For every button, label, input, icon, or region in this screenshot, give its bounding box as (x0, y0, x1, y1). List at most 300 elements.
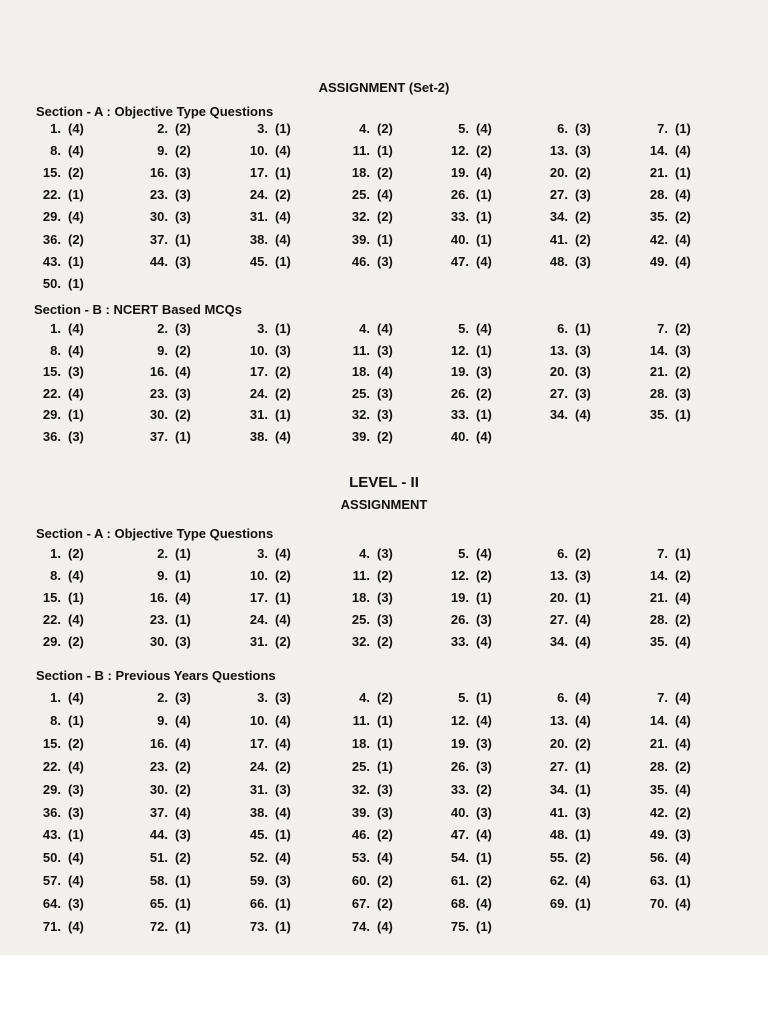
question-number: 46. (351, 253, 370, 269)
question-number: 11. (352, 342, 370, 358)
question-number: 36. (42, 804, 61, 820)
question-number: 45. (249, 827, 268, 843)
question-number: 14. (649, 712, 668, 728)
question-number: 50. (42, 850, 61, 866)
answer-option: (1) (275, 827, 291, 843)
answer-option: (3) (377, 407, 393, 423)
question-number: 10. (249, 143, 268, 159)
answer-option: (4) (675, 187, 691, 203)
answer-option: (3) (575, 187, 591, 203)
answer-option: (2) (377, 429, 393, 444)
question-number: 26. (450, 758, 469, 774)
answer-option: (1) (275, 590, 291, 605)
question-number: 50. (42, 275, 61, 291)
answer-option: (4) (675, 253, 691, 269)
question-number: 19. (450, 364, 469, 380)
answer-option: (1) (175, 873, 191, 889)
answer-option: (3) (377, 590, 393, 605)
question-number: 13. (549, 712, 568, 728)
question-number: 30. (149, 781, 168, 797)
level-2-title: LEVEL - II (349, 474, 419, 491)
question-number: 12. (450, 143, 469, 159)
answer-option: (3) (68, 896, 84, 912)
question-number: 10. (249, 342, 268, 358)
answer-option: (2) (675, 612, 691, 627)
answer-row (0, 590, 768, 612)
question-number: 68. (450, 896, 469, 912)
answer-option: (4) (68, 850, 84, 866)
answer-option: (2) (175, 850, 191, 866)
answer-option: (2) (476, 143, 492, 159)
answer-option: (2) (175, 781, 191, 797)
answer-option: (3) (377, 385, 393, 401)
question-number: 10. (249, 568, 268, 583)
answer-option: (3) (175, 634, 191, 649)
question-number: 45. (249, 253, 268, 269)
answer-option: (1) (675, 546, 691, 561)
answer-option: (3) (175, 187, 191, 203)
question-number: 40. (450, 429, 469, 444)
answer-row (0, 896, 768, 918)
question-number: 38. (249, 231, 268, 247)
question-number: 12. (450, 342, 469, 358)
answer-option: (1) (476, 919, 492, 934)
question-number: 30. (149, 209, 168, 225)
answer-option: (4) (175, 712, 191, 728)
answer-option: (4) (476, 634, 492, 649)
answer-option: (4) (377, 364, 393, 380)
question-number: 49. (649, 253, 668, 269)
answer-option: (2) (476, 385, 492, 401)
question-number: 23. (149, 187, 168, 203)
answer-option: (4) (275, 612, 291, 627)
answer-option: (1) (476, 407, 492, 423)
level-2-subtitle: ASSIGNMENT (340, 497, 428, 512)
answer-row (0, 873, 768, 895)
question-number: 17. (249, 590, 268, 605)
question-number: 7. (657, 690, 668, 705)
question-number: 6. (557, 321, 568, 336)
answer-option: (2) (275, 758, 291, 774)
answer-option: (2) (68, 546, 84, 561)
answer-option: (1) (377, 231, 393, 247)
answer-option: (3) (175, 253, 191, 269)
answer-option: (2) (377, 896, 393, 912)
answer-row (0, 407, 768, 429)
question-number: 70. (649, 896, 668, 912)
answer-option: (1) (377, 758, 393, 774)
answer-row (0, 827, 768, 849)
answer-option: (1) (68, 590, 84, 605)
question-number: 23. (149, 385, 168, 401)
answer-option: (3) (675, 827, 691, 843)
answer-option: (1) (377, 143, 393, 159)
answer-row (0, 276, 768, 298)
question-number: 14. (649, 342, 668, 358)
answer-option: (3) (275, 690, 291, 705)
question-number: 16. (149, 735, 168, 751)
question-number: 43. (42, 253, 61, 269)
question-number: 8. (50, 342, 61, 358)
question-number: 53. (351, 850, 370, 866)
question-number: 35. (649, 209, 668, 225)
answer-option: (4) (377, 321, 393, 336)
question-number: 64. (42, 896, 61, 912)
answer-option: (4) (675, 781, 691, 797)
answer-option: (4) (68, 209, 84, 225)
question-number: 34. (549, 634, 568, 649)
answer-option: (1) (476, 209, 492, 225)
answer-option: (2) (275, 385, 291, 401)
question-number: 28. (649, 385, 668, 401)
answer-option: (1) (575, 781, 591, 797)
answer-row (0, 759, 768, 781)
question-number: 5. (458, 321, 469, 336)
answer-option: (3) (377, 612, 393, 627)
answer-option: (4) (476, 165, 492, 181)
answer-row (0, 254, 768, 276)
question-number: 44. (149, 253, 168, 269)
answer-option: (4) (476, 712, 492, 728)
question-number: 30. (149, 407, 168, 423)
answer-option: (3) (575, 385, 591, 401)
question-number: 40. (450, 231, 469, 247)
question-number: 18. (351, 165, 370, 181)
answer-option: (1) (275, 165, 291, 181)
answer-option: (2) (675, 364, 691, 380)
answer-option: (2) (275, 568, 291, 583)
question-number: 21. (649, 364, 668, 380)
answer-option: (1) (175, 612, 191, 627)
answer-option: (1) (476, 231, 492, 247)
question-number: 32. (351, 209, 370, 225)
answer-option: (2) (68, 634, 84, 649)
question-number: 2. (157, 546, 168, 561)
answer-option: (4) (575, 690, 591, 705)
question-number: 12. (450, 568, 469, 583)
question-number: 39. (351, 804, 370, 820)
answer-option: (4) (476, 827, 492, 843)
answer-option: (4) (68, 758, 84, 774)
answer-option: (2) (575, 209, 591, 225)
question-number: 29. (42, 407, 61, 423)
answer-option: (1) (476, 690, 492, 705)
answer-option: (1) (675, 121, 691, 136)
answer-option: (3) (675, 342, 691, 358)
answer-option: (4) (476, 896, 492, 912)
question-number: 2. (157, 690, 168, 705)
answer-option: (4) (68, 143, 84, 159)
question-number: 34. (549, 209, 568, 225)
answer-option: (4) (68, 690, 84, 705)
question-number: 6. (557, 121, 568, 136)
answer-option: (1) (68, 187, 84, 203)
question-number: 44. (149, 827, 168, 843)
answer-option: (1) (175, 568, 191, 583)
question-number: 47. (450, 253, 469, 269)
question-number: 4. (359, 690, 370, 705)
answer-option: (4) (675, 634, 691, 649)
answer-option: (4) (675, 896, 691, 912)
answer-option: (2) (377, 690, 393, 705)
answer-option: (3) (575, 364, 591, 380)
question-number: 39. (351, 231, 370, 247)
answer-option: (3) (377, 781, 393, 797)
answer-option: (1) (476, 590, 492, 605)
question-number: 3. (257, 321, 268, 336)
answer-option: (4) (275, 209, 291, 225)
answer-option: (1) (175, 231, 191, 247)
answer-option: (2) (675, 758, 691, 774)
question-number: 20. (549, 735, 568, 751)
answer-option: (1) (275, 896, 291, 912)
question-number: 20. (549, 165, 568, 181)
answer-option: (2) (377, 827, 393, 843)
question-number: 1. (50, 121, 61, 136)
question-number: 31. (249, 407, 268, 423)
question-number: 5. (458, 690, 469, 705)
question-number: 9. (157, 143, 168, 159)
question-number: 23. (149, 758, 168, 774)
question-number: 38. (249, 804, 268, 820)
question-number: 60. (351, 873, 370, 889)
answer-option: (1) (275, 321, 291, 336)
answer-option: (3) (476, 758, 492, 774)
answer-option: (4) (675, 735, 691, 751)
question-number: 31. (249, 781, 268, 797)
question-number: 18. (351, 590, 370, 605)
question-number: 2. (157, 121, 168, 136)
question-number: 41. (549, 804, 568, 820)
question-number: 20. (549, 364, 568, 380)
question-number: 1. (50, 690, 61, 705)
question-number: 15. (42, 165, 61, 181)
question-number: 29. (42, 781, 61, 797)
answer-option: (3) (575, 143, 591, 159)
question-number: 4. (359, 546, 370, 561)
question-number: 33. (450, 781, 469, 797)
answer-option: (4) (675, 712, 691, 728)
answer-option: (4) (476, 429, 492, 444)
question-number: 21. (649, 590, 668, 605)
answer-option: (4) (175, 364, 191, 380)
answer-option: (3) (476, 804, 492, 820)
answer-row (0, 546, 768, 568)
answer-row (0, 386, 768, 408)
question-number: 43. (42, 827, 61, 843)
answer-option: (4) (175, 735, 191, 751)
answer-option: (4) (675, 850, 691, 866)
question-number: 5. (458, 121, 469, 136)
answer-row (0, 121, 768, 143)
question-number: 25. (351, 612, 370, 627)
question-number: 24. (249, 758, 268, 774)
question-number: 54. (450, 850, 469, 866)
answer-option: (1) (68, 712, 84, 728)
answer-option: (4) (68, 568, 84, 583)
level2-section-a-title: Section - A : Objective Type Questions (36, 526, 274, 541)
answer-option: (3) (68, 364, 84, 380)
question-number: 39. (351, 429, 370, 444)
question-number: 7. (657, 121, 668, 136)
answer-option: (4) (175, 804, 191, 820)
question-number: 6. (557, 546, 568, 561)
question-number: 27. (549, 187, 568, 203)
question-number: 36. (42, 231, 61, 247)
question-number: 13. (549, 568, 568, 583)
question-number: 38. (249, 429, 268, 444)
question-number: 58. (149, 873, 168, 889)
question-number: 1. (50, 546, 61, 561)
question-number: 8. (50, 143, 61, 159)
answer-row (0, 568, 768, 590)
answer-option: (3) (476, 612, 492, 627)
answer-option: (2) (476, 568, 492, 583)
answer-row (0, 143, 768, 165)
question-number: 28. (649, 758, 668, 774)
question-number: 35. (649, 407, 668, 423)
answer-option: (1) (275, 121, 291, 136)
question-number: 13. (549, 143, 568, 159)
answer-option: (4) (175, 590, 191, 605)
question-number: 24. (249, 385, 268, 401)
answer-option: (1) (275, 407, 291, 423)
answer-option: (1) (275, 919, 291, 934)
answer-option: (3) (175, 690, 191, 705)
question-number: 7. (657, 546, 668, 561)
answer-option: (4) (68, 385, 84, 401)
question-number: 19. (450, 165, 469, 181)
answer-option: (2) (377, 121, 393, 136)
question-number: 17. (249, 364, 268, 380)
answer-option: (2) (675, 804, 691, 820)
answer-option: (2) (68, 735, 84, 751)
answer-option: (4) (575, 634, 591, 649)
answer-option: (4) (377, 919, 393, 934)
answer-row (0, 429, 768, 451)
question-number: 28. (649, 187, 668, 203)
question-number: 65. (149, 896, 168, 912)
question-number: 32. (351, 634, 370, 649)
question-number: 15. (42, 590, 61, 605)
question-number: 3. (257, 121, 268, 136)
answer-row (0, 736, 768, 758)
question-number: 41. (549, 231, 568, 247)
answer-option: (2) (377, 209, 393, 225)
question-number: 19. (450, 735, 469, 751)
question-number: 25. (351, 187, 370, 203)
answer-option: (3) (575, 342, 591, 358)
question-number: 32. (351, 781, 370, 797)
answer-option: (4) (68, 873, 84, 889)
answer-option: (2) (175, 143, 191, 159)
answer-row (0, 634, 768, 656)
question-number: 19. (450, 590, 469, 605)
answer-option: (1) (275, 253, 291, 269)
question-number: 37. (149, 231, 168, 247)
question-number: 72. (149, 919, 168, 934)
question-number: 36. (42, 429, 61, 444)
answer-option: (2) (377, 568, 393, 583)
answer-option: (2) (377, 873, 393, 889)
answer-option: (4) (68, 342, 84, 358)
answer-row (0, 209, 768, 231)
answer-option: (2) (175, 758, 191, 774)
question-number: 8. (50, 712, 61, 728)
question-number: 3. (257, 690, 268, 705)
question-number: 59. (249, 873, 268, 889)
question-number: 63. (649, 873, 668, 889)
answer-option: (1) (675, 165, 691, 181)
question-number: 15. (42, 364, 61, 380)
question-number: 9. (157, 712, 168, 728)
answer-option: (2) (575, 735, 591, 751)
question-number: 48. (549, 827, 568, 843)
answer-option: (4) (675, 590, 691, 605)
answer-option: (4) (275, 850, 291, 866)
answer-option: (2) (575, 165, 591, 181)
answer-option: (2) (476, 873, 492, 889)
answer-option: (4) (275, 804, 291, 820)
question-number: 75. (450, 919, 469, 934)
question-number: 11. (352, 568, 370, 583)
question-number: 62. (549, 873, 568, 889)
answer-option: (4) (275, 735, 291, 751)
question-number: 69. (549, 896, 568, 912)
question-number: 61. (450, 873, 469, 889)
question-number: 12. (450, 712, 469, 728)
question-number: 30. (149, 634, 168, 649)
answer-option: (1) (476, 850, 492, 866)
answer-row (0, 919, 768, 941)
question-number: 23. (149, 612, 168, 627)
answer-option: (4) (275, 231, 291, 247)
answer-option: (2) (275, 364, 291, 380)
answer-row (0, 187, 768, 209)
answer-option: (4) (575, 873, 591, 889)
answer-option: (1) (675, 873, 691, 889)
answer-option: (2) (575, 231, 591, 247)
answer-option: (4) (575, 712, 591, 728)
answer-option: (4) (575, 407, 591, 423)
question-number: 14. (649, 568, 668, 583)
answer-option: (2) (476, 781, 492, 797)
set2-section-a-title: Section - A : Objective Type Questions (36, 104, 274, 119)
question-number: 14. (649, 143, 668, 159)
answer-option: (4) (377, 187, 393, 203)
answer-row (0, 232, 768, 254)
answer-option: (2) (675, 209, 691, 225)
question-number: 33. (450, 407, 469, 423)
question-number: 10. (249, 712, 268, 728)
question-number: 46. (351, 827, 370, 843)
answer-option: (3) (575, 568, 591, 583)
question-number: 49. (649, 827, 668, 843)
question-number: 22. (42, 612, 61, 627)
question-number: 29. (42, 209, 61, 225)
answer-option: (4) (476, 253, 492, 269)
question-number: 33. (450, 209, 469, 225)
question-number: 25. (351, 758, 370, 774)
question-number: 11. (352, 712, 370, 728)
question-number: 37. (149, 804, 168, 820)
question-number: 28. (649, 612, 668, 627)
question-number: 31. (249, 209, 268, 225)
answer-option: (2) (68, 231, 84, 247)
set2-title: ASSIGNMENT (Set-2) (318, 80, 450, 95)
question-number: 51. (149, 850, 168, 866)
answer-option: (3) (575, 121, 591, 136)
